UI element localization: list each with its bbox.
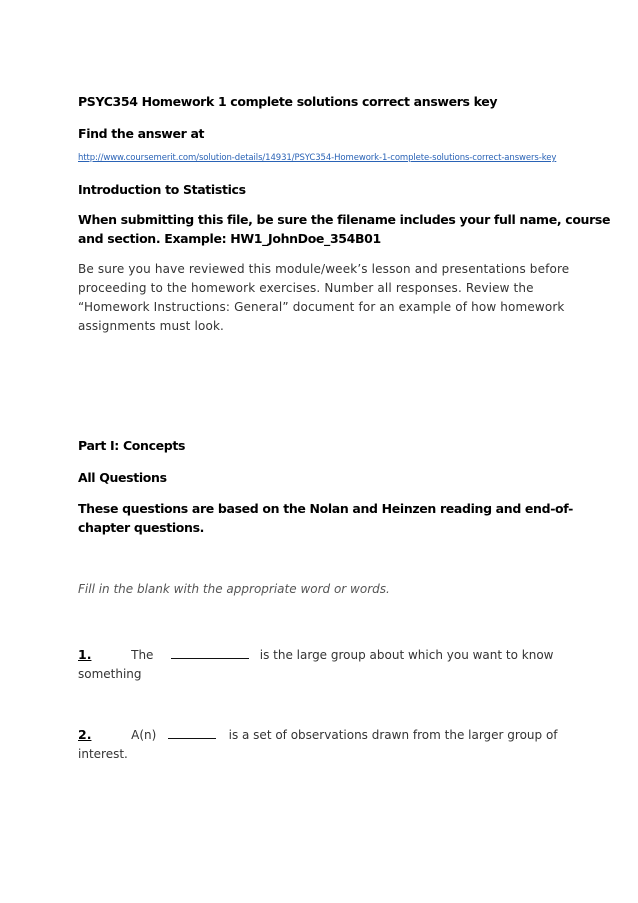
submission-line-1: When submitting this file, be sure the filename includes your full name, course <box>78 212 611 227</box>
review-line: Be sure you have reviewed this module/week’s lesson and presentations before <box>78 262 570 276</box>
question-number: 1. <box>78 647 92 662</box>
answer-link[interactable]: http://www.coursemerit.com/solution-details/14931/PSYC354-Homework-1-complete-solutions-correct-answers-key <box>78 153 557 163</box>
document-title: PSYC354 Homework 1 complete solutions correct answers key <box>78 94 498 109</box>
review-line: proceeding to the homework exercises. Number all responses. Review the <box>78 281 534 295</box>
question-text-after: is a set of observations drawn from the larger group of <box>228 728 558 742</box>
question-1 <box>78 645 554 684</box>
question-continuation: something <box>78 667 142 681</box>
submission-line-2: and section. Example: HW1_JohnDoe_354B01 <box>78 231 381 246</box>
answer-blank[interactable] <box>171 648 249 659</box>
question-text-before: The <box>131 648 154 662</box>
question-text-after: is the large group about which you want to know <box>259 648 554 662</box>
review-paragraph <box>78 260 569 336</box>
questions-note <box>78 499 573 537</box>
review-line: “Homework Instructions: General” document for an example of how homework <box>78 300 565 314</box>
questions-note-line-1: These questions are based on the Nolan and Heinzen reading and end-of- <box>78 501 573 516</box>
all-questions-heading: All Questions <box>78 470 167 485</box>
find-answer-label: Find the answer at <box>78 126 205 141</box>
section-heading-intro: Introduction to Statistics <box>78 182 246 197</box>
questions-note-line-2: chapter questions. <box>78 520 205 535</box>
question-text-before: A(n) <box>131 728 157 742</box>
submission-instructions <box>78 210 610 248</box>
fill-in-instruction: Fill in the blank with the appropriate word or words. <box>78 582 390 596</box>
review-line: assignments must look. <box>78 319 225 333</box>
part-heading: Part I: Concepts <box>78 438 186 453</box>
question-continuation: interest. <box>78 747 128 761</box>
question-2 <box>78 725 558 764</box>
answer-blank[interactable] <box>168 728 216 739</box>
question-number: 2. <box>78 727 92 742</box>
